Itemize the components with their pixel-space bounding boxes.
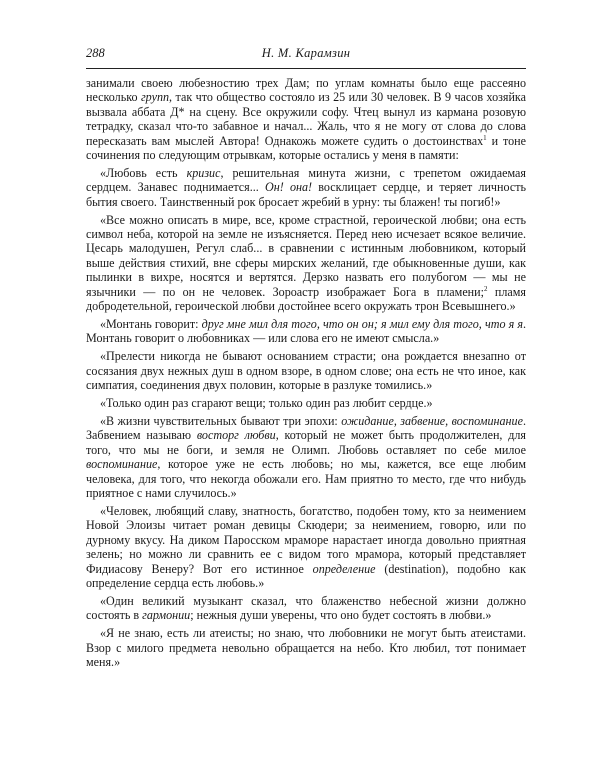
italic-run: ожидание, забвение, воспоминание <box>341 413 523 428</box>
text-run: «Монтань говорит: <box>100 317 202 331</box>
paragraph <box>86 626 526 669</box>
text-run: «Прелести никогда не бывают основанием страсти; она рождается внезапно от сосязания двух нежных душ в одном взоре, в одном слове; она есть не что иное, как симпатия, соединения двух половин, которые в разлуке томились.» <box>86 349 526 393</box>
italic-run: определение <box>312 561 376 576</box>
text-run: «Человек, любящий славу, знатность, богатство, подобен тому, кто за неимением Новой Элоизы читает роман девицы Скюдери; за неимением, говорю, или по дурному вкусу. На диком Паросском мраморе нарастает иногда довольно приятная зелень; но можно ли сравнить ее с видом того мрамора, который представляет Фидиасову Венеру? Вот его истинное <box>86 503 526 576</box>
text-run: пламя добродетельной, героической любви достойнее всего окружать трон Всевышнего.» <box>86 284 526 314</box>
running-title: Н. М. Карамзин <box>261 46 351 60</box>
text-run: занимали своею любезностию трех Дам; по углам комнаты было еще рассеяно несколько <box>86 76 526 105</box>
italic-run: групп <box>140 90 170 105</box>
text-run: «Один великий музыкант сказал, что блаженство небесной жизни должно состоять в <box>86 593 526 623</box>
paragraph <box>86 414 526 500</box>
paragraph <box>86 213 526 314</box>
text-run: «Только один раз сгарают вещи; только один раз любит сердце.» <box>100 396 433 411</box>
page-header <box>86 44 526 64</box>
paragraph <box>86 349 526 392</box>
paragraph <box>86 317 526 346</box>
italic-run: друг мне мил для того, что он он; я мил ему для того, что я я <box>201 317 523 331</box>
text-run: . Монтань говорит о любовниках — или слова его не имеют смысла.» <box>86 317 526 346</box>
text-run: , так что общество состояло из 25 или 30 человек. В 9 часов хозяйка вызвала аббата Д* на сцену. Все окружили софу. Чтец вынул из кармана розовую тетрадку, сказал что-то забавное и начал... Жаль, что я не могу от слова до слова пересказать вам мыслей Автора! Однакожь можете судить о достоинствах <box>86 90 526 148</box>
footnote-marker: 2 <box>484 284 488 293</box>
paragraph <box>86 396 526 410</box>
paragraph <box>86 504 526 590</box>
text-run: , решительная минута жизни, с трепетом ожидаемая сердцем. Занавес поднимается... <box>86 165 526 195</box>
italic-run: Он! она! <box>264 180 313 195</box>
text-run: «В жизни чувствительных бывают три эпохи: <box>100 413 342 428</box>
text-run: , который не может быть продолжителен, для того, что мы не боги, и земля не Олимп. Любовь оставляет по себе милое <box>86 428 526 457</box>
page-body <box>86 76 526 673</box>
text-run: и тоне сочинения по следующим отрывкам, которые остались у меня в памяти: <box>86 133 526 163</box>
text-run: «Любовь есть <box>100 165 187 180</box>
text-run: ; нежныя души уверены, что оно будет состоять в любви.» <box>190 608 492 623</box>
italic-run: гармонии <box>142 608 191 623</box>
paragraph <box>86 594 526 623</box>
text-run: (destination), подобно как определение сердца есть любовь.» <box>86 561 526 590</box>
text-run: «Я не знаю, есть ли атеисты; но знаю, что любовники не могут быть атеистами. Взор с милого предмета невольно обращается на небо. Кто любил, тот понимает меня.» <box>86 626 526 669</box>
header-rule <box>86 68 526 69</box>
text-run: восклицает сердце, и теряет личность бытия своего. Таинственный рок бросает жребий в урну: ты блажен! ты погиб!» <box>86 180 527 209</box>
footnote-marker: 1 <box>483 133 487 142</box>
italic-run: восторг любви <box>196 428 276 443</box>
text-run: , которое уже не есть любовь; но мы, кажется, все еще любим человека, для того, что некогда обожали его. Нам приятно то место, где что нибудь приятное с нами случилось.» <box>86 457 526 500</box>
text-run: «Все можно описать в мире, все, кроме страстной, героической любви; она есть символ неба, которой на земле не изъясняется. Перед нею исчезает всякое величие. Цесарь малодушен, Регул слаб... в сравнении с истинным любовником, который выше действия стихий, вне сферы мирских желаний, где обыкновенные души, как пылинки в вихре, носятся и вертятся. Дерзко назвать его полубогом — мы не язычники — по он не человек. Зороастр изображает Бога в пламени; <box>86 212 526 299</box>
paragraph <box>86 166 526 209</box>
page-number: 288 <box>86 46 105 60</box>
text-run: . Забвением называю <box>86 413 526 443</box>
italic-run: кризис <box>186 165 221 180</box>
italic-run: воспоминание <box>86 457 158 472</box>
paragraph <box>86 76 526 162</box>
